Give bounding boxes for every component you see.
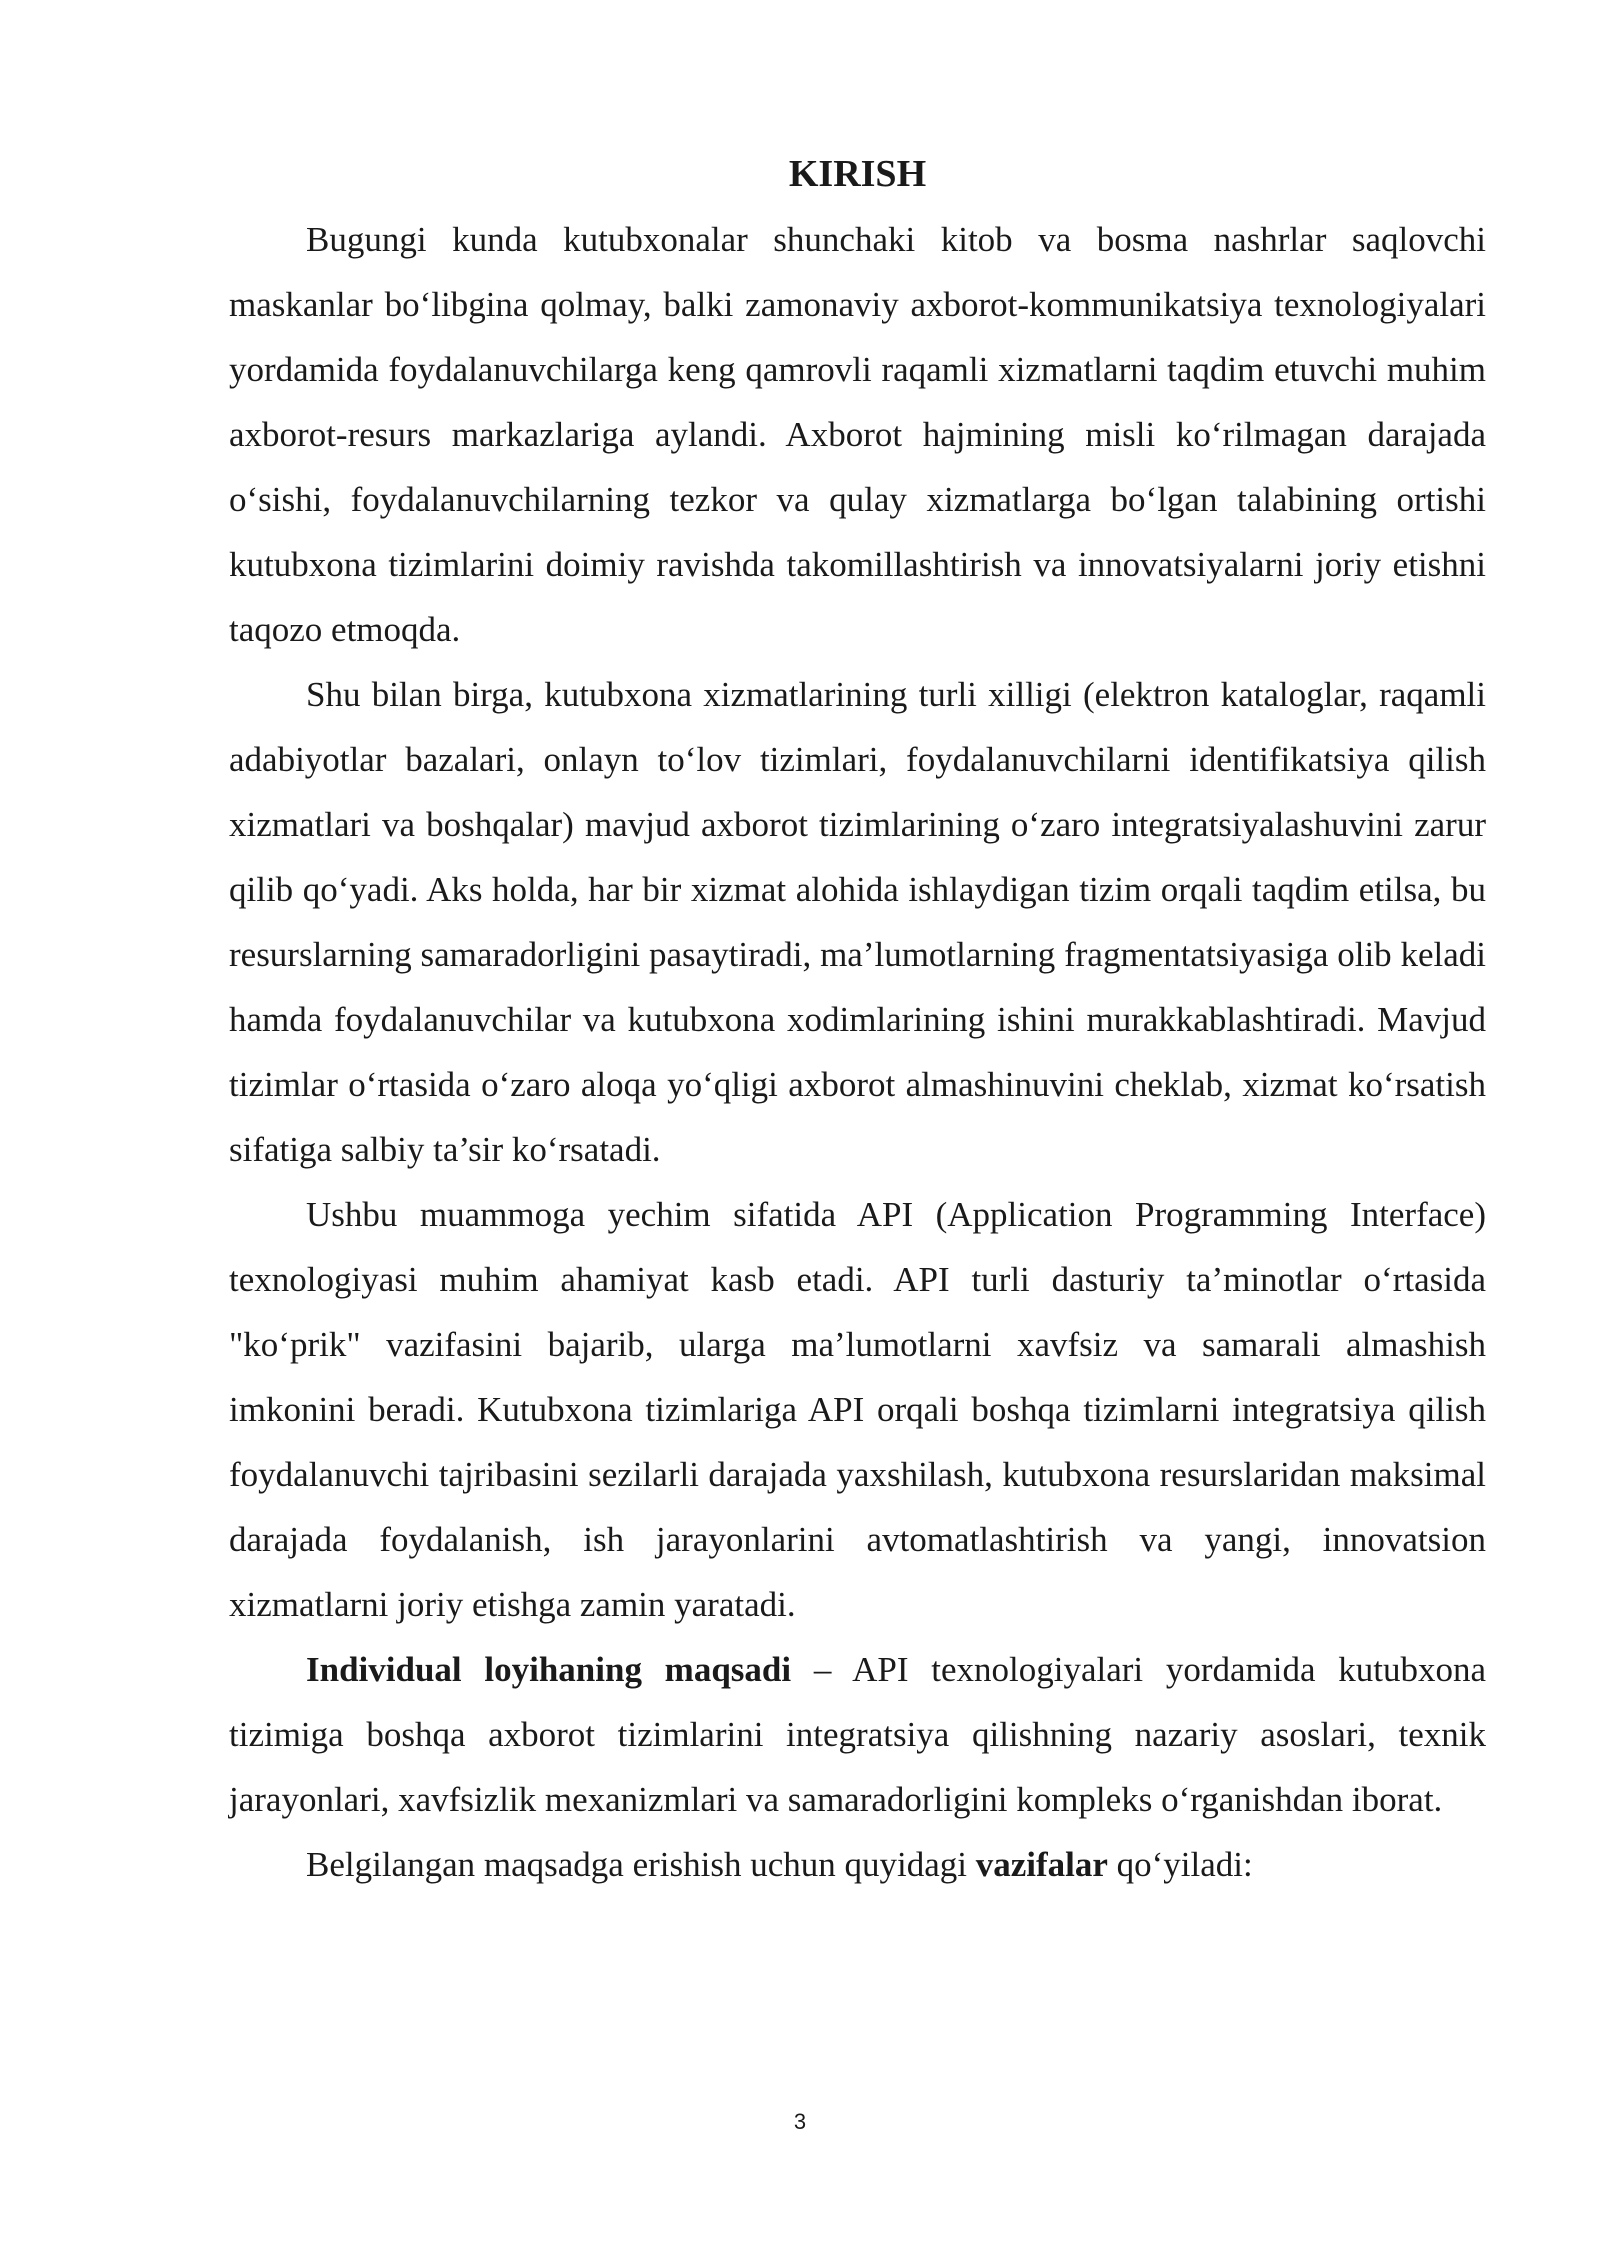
tasks-text-after: qo‘yiladi: [1107, 1845, 1253, 1884]
goal-bold-lead: Individual loyihaning maqsadi [306, 1650, 792, 1689]
paragraph-api: Ushbu muammoga yechim sifatida API (Application Programming Interface) texnologiyasi muhim ahamiyat kasb etadi. API turli dasturiy ta’minotlar o‘rtasida "ko‘prik" vazifasini bajarib, ularga ma’lumotlarni xavfsiz va samarali almashish imkonini beradi. Kutubxona tizimlariga API orqali boshqa tizimlarni integratsiya qilish foydalanuvchi tajribasini sezilarli darajada yaxshilash, kutubxona resurslaridan maksimal darajada foydalanish, ish jarayonlarini avtomatlashtirish va yangi, innovatsion xizmatlarni joriy etishga zamin yaratadi. [229, 1195, 1486, 1624]
tasks-bold-word: vazifalar [975, 1845, 1108, 1884]
goal-text: – API texnologiyalari yordamida kutubxona tizimiga boshqa axborot tizimlarini integratsiya qilishning nazariy asoslari, texnik jarayonlari, xavfsizlik mexanizmlari va samaradorligini kompleks o‘rganishdan iborat. [229, 1650, 1487, 1819]
tasks-text-before: Belgilangan maqsadga erishish uchun quyidagi [306, 1845, 976, 1884]
paragraph-goal [229, 1637, 1486, 1832]
paragraph-intro: Bugungi kunda kutubxonalar shunchaki kitob va bosma nashrlar saqlovchi maskanlar bo‘libgina qolmay, balki zamonaviy axborot-kommunikatsiya texnologiyalari yordamida foydalanuvchilarga keng qamrovli raqamli xizmatlarni taqdim etuvchi muhim axborot-resurs markazlariga aylandi. Axborot hajmining misli ko‘rilmagan darajada o‘sishi, foydalanuvchilarning tezkor va qulay xizmatlarga bo‘lgan talabining ortishi kutubxona tizimlarini doimiy ravishda takomillashtirish va innovatsiyalarni joriy etishni taqozo etmoqda. [229, 220, 1486, 649]
paragraph-integration: Shu bilan birga, kutubxona xizmatlarining turli xilligi (elektron kataloglar, raqamli adabiyotlar bazalari, onlayn to‘lov tizimlari, foydalanuvchilarni identifikatsiya qilish xizmatlari va boshqalar) mavjud axborot tizimlarining o‘zaro integratsiyalashuvini zarur qilib qo‘yadi. Aks holda, har bir xizmat alohida ishlaydigan tizim orqali taqdim etilsa, bu resurslarning samaradorligini pasaytiradi, ma’lumotlarning fragmentatsiyasiga olib keladi hamda foydalanuvchilar va kutubxona xodimlarining ishini murakkablashtiradi. Mavjud tizimlar o‘rtasida o‘zaro aloqa yo‘qligi axborot almashinuvini cheklab, xizmat ko‘rsatish sifatiga salbiy ta’sir ko‘rsatadi. [229, 675, 1486, 1169]
section-heading: KIRISH [788, 153, 927, 195]
page-number: 3 [793, 2109, 807, 2134]
document-body [229, 145, 1486, 1897]
paragraph-tasks [229, 1832, 1486, 1897]
